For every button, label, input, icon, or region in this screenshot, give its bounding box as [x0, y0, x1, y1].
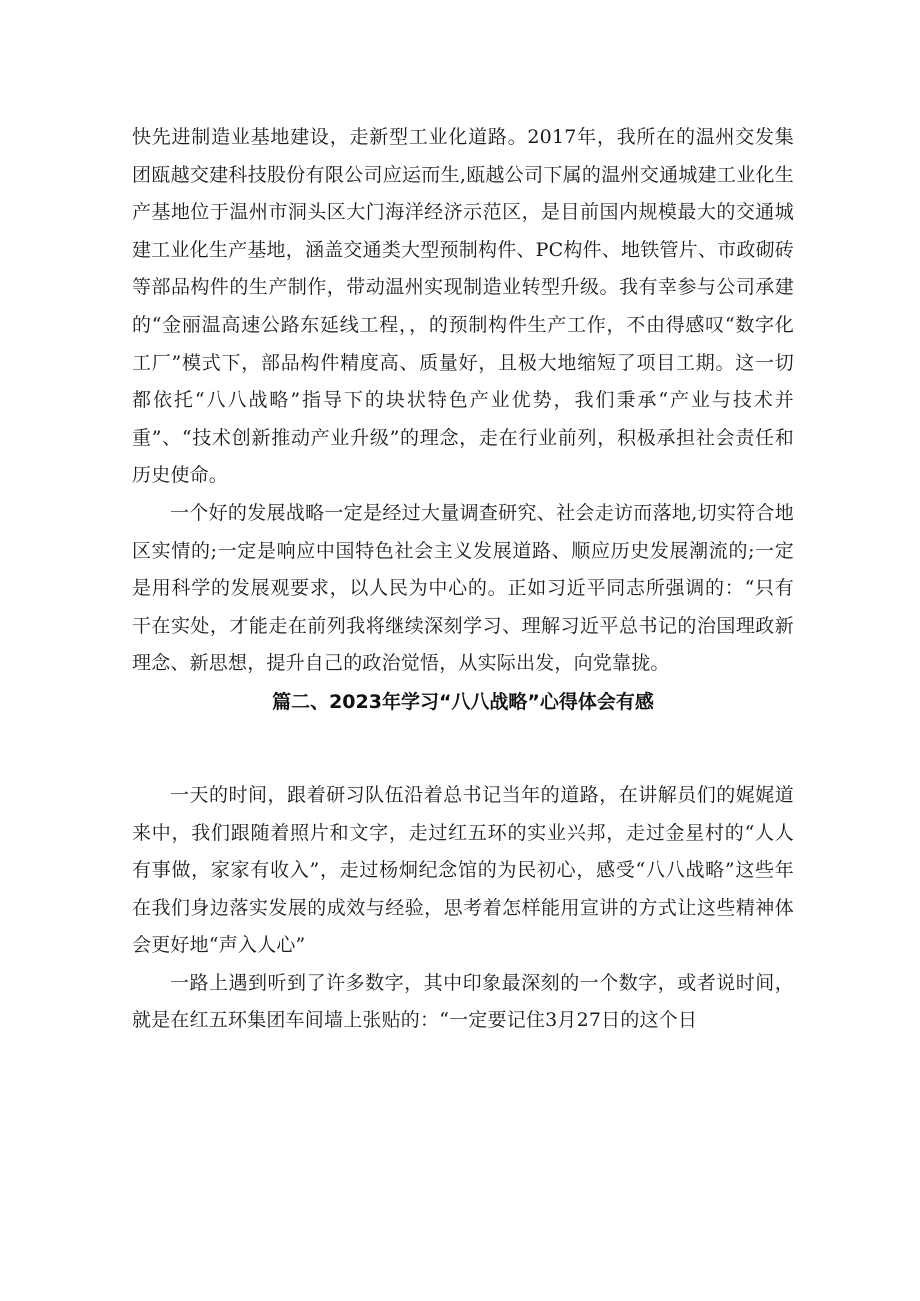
- document-body: [132, 119, 794, 1040]
- paragraph-study-tour: 一天的时间，跟着研习队伍沿着总书记当年的道路，在讲解员们的娓娓道来中，我们跟随着照片和文字，走过红五环的实业兴邦，走过金星村的“人人有事做，家家有收入”，走过杨炯纪念馆的为民初心，感受“八八战略”这些年在我们身边落实发展的成效与经验，思考着怎样能用宣讲的方式让这些精神体会更好地“声入人心”: [132, 783, 794, 957]
- paragraph-memorable-date: 一路上遇到听到了许多数字，其中印象最深刻的一个数字，或者说时间，就是在红五环集团车间墙上张贴的：“一定要记住3月27日的这个日: [132, 971, 794, 1032]
- paragraph-industrial-base: 快先进制造业基地建设，走新型工业化道路。2017年，我所在的温州交发集团瓯越交建科技股份有限公司应运而生,瓯越公司下属的温州交通城建工业化生产基地位于温州市洞头区大门海洋经济示范区，是目前国内规模最大的交通城建工业化生产基地，涵盖交通类大型预制构件、PC构件、地铁管片、市政砌砖等部品构件的生产制作，带动温州实现制造业转型升级。我有幸参与公司承建的“金丽温高速公路东延线工程，，的预制构件生产工作，不由得感叹“数字化工厂”模式下，部品构件精度高、质量好，且极大地缩短了项目工期。这一切都依托“八八战略”指导下的块状特色产业优势，我们秉承“产业与技术并重”、“技术创新推动产业升级”的理念，走在行业前列，积极承担社会责任和历史使命。: [132, 126, 794, 487]
- paragraph-development-strategy: 一个好的发展战略一定是经过大量调查研究、社会走访而落地,切实符合地区实情的;一定是响应中国特色社会主义发展道路、顺应历史发展潮流的;一定是用科学的发展观要求，以人民为中心的。正如习近平同志所强调的：“只有干在实处，才能走在前列我将继续深刻学习、理解习近平总书记的治国理政新理念、新思想，提升自己的政治觉悟，从实际出发，向党靠拢。: [132, 501, 794, 675]
- section-heading: 篇二、2023年学习“八八战略”心得体会有感: [272, 690, 654, 713]
- section-spacer: [132, 721, 794, 777]
